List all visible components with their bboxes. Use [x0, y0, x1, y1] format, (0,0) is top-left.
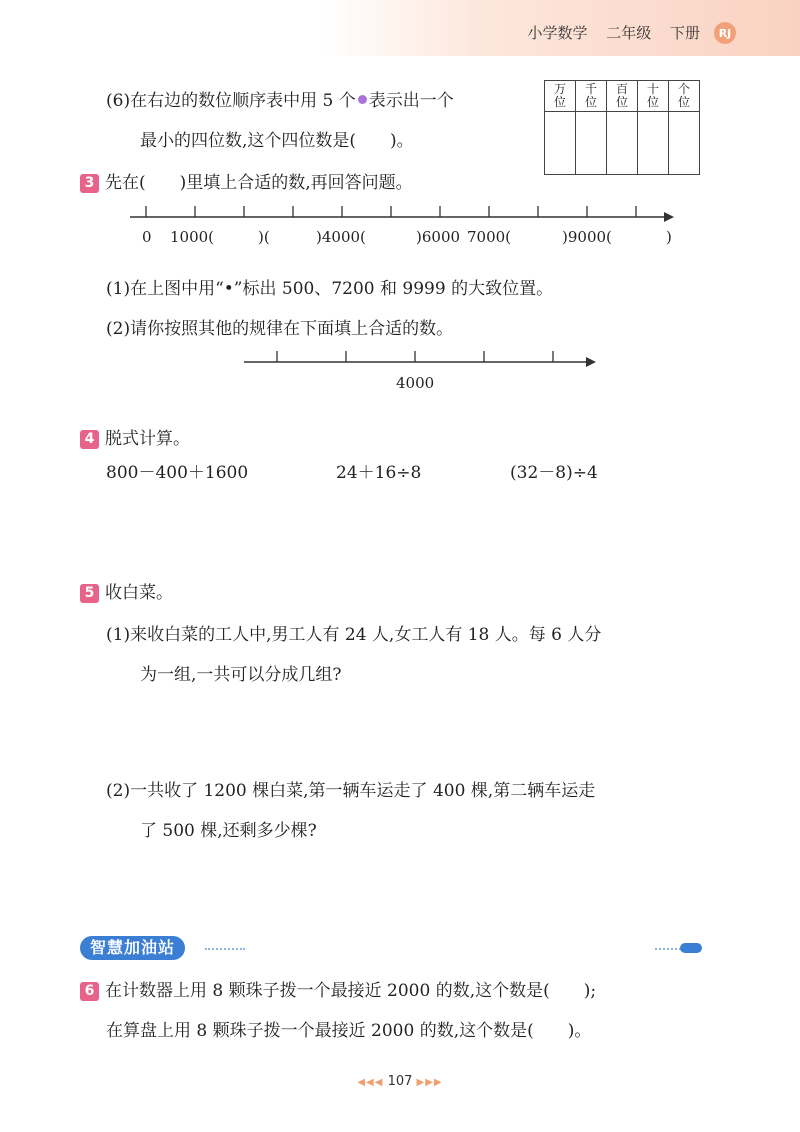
axis2-label-4000: 4000 [396, 374, 435, 392]
q5-p1-line1: (1)来收白菜的工人中,男工人有 24 人,女工人有 18 人。每 6 人分 [106, 625, 602, 645]
q3-number: 3 [80, 174, 99, 193]
q4-number: 4 [80, 430, 99, 449]
axis1-label-9000: )9000( [562, 228, 612, 246]
q5-p1-line2: 为一组,一共可以分成几组? [140, 665, 342, 685]
place-header-bai: 百 位 [607, 81, 638, 112]
q4-expr-3: (32－8)÷4 [510, 463, 598, 483]
axis1-label-blank-2: )( [258, 228, 270, 246]
page-number-footer [0, 1074, 800, 1089]
q5-p2-line1: (2)一共收了 1200 棵白菜,第一辆车运走了 400 棵,第二辆车运走 [106, 781, 596, 801]
edition-badge: RJ [714, 22, 736, 44]
q6-line1-text: 在计数器上用 8 颗珠子拨一个最接近 2000 的数,这个数是( ); [105, 981, 597, 1001]
q3-sub1: (1)在上图中用“•”标出 500、7200 和 9999 的大致位置。 [106, 279, 554, 299]
axis1-label-0: 0 [142, 228, 152, 246]
left-arrows-icon: ◀◀◀ [357, 1077, 384, 1088]
number-line-1 [0, 0, 800, 260]
banner-dash-left [205, 948, 245, 950]
q5-p2-line2: 了 500 棵,还剩多少棵? [140, 821, 317, 841]
section-banner: 智慧加油站 [80, 936, 185, 960]
q6-line1 [80, 976, 596, 1001]
q2-6-line2: 最小的四位数,这个四位数是( )。 [140, 131, 414, 151]
axis1-label-1000: 1000( [170, 228, 215, 246]
q5-title [80, 578, 173, 603]
page-number: 107 [387, 1074, 413, 1089]
axis1-label-4000: )4000( [316, 228, 366, 246]
q6-number: 6 [80, 982, 99, 1001]
place-header-qian: 千 位 [576, 81, 607, 112]
q4-expr-2: 24＋16÷8 [336, 463, 422, 483]
place-header-shi: 十 位 [638, 81, 669, 112]
axis1-label-end: ) [666, 228, 672, 246]
place-header-wan: 万 位 [545, 81, 576, 112]
q5-title-text: 收白菜。 [105, 583, 173, 603]
axis1-label-6000: )6000 [416, 228, 461, 246]
right-arrows-icon: ▶▶▶ [416, 1077, 443, 1088]
header-title: 小学数学 二年级 下册 [527, 24, 700, 42]
axis1-label-7000: 7000( [467, 228, 512, 246]
q4-expr-1: 800－400＋1600 [106, 463, 249, 483]
q6-line2: 在算盘上用 8 颗珠子拨一个最接近 2000 的数,这个数是( )。 [106, 1021, 592, 1041]
banner-dash-right [655, 948, 681, 950]
q2-6-text-a: (6)在右边的数位顺序表中用 5 个 [106, 91, 356, 111]
q3-title-text: 先在( )里填上合适的数,再回答问题。 [105, 173, 413, 193]
q3-sub2: (2)请你按照其他的规律在下面填上合适的数。 [106, 319, 454, 339]
place-header-ge: 个 位 [669, 81, 700, 112]
pencil-icon [680, 943, 702, 953]
q4-title-text: 脱式计算。 [105, 429, 190, 449]
q2-6-text-b: 表示出一个 [368, 91, 454, 111]
q4-title [80, 424, 190, 449]
q5-number: 5 [80, 584, 99, 603]
